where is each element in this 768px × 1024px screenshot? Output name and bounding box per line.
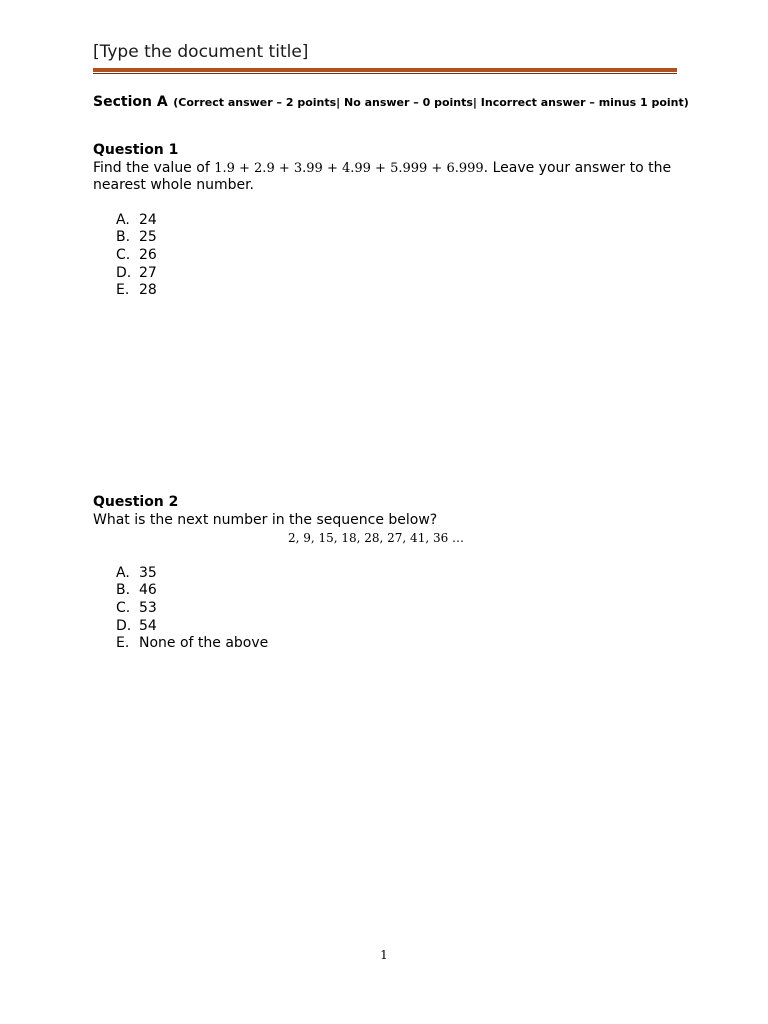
section-label: Section A <box>93 94 168 110</box>
question-2-option-a <box>116 565 683 583</box>
option-letter: D. <box>116 264 132 281</box>
question-2-option-e <box>116 635 683 653</box>
header-rule-thin <box>93 73 677 74</box>
question-1-text-after: . Leave your answer to the nearest whole number. <box>93 159 672 193</box>
option-letter: C. <box>116 246 131 263</box>
option-text: 27 <box>139 264 157 281</box>
option-text: 26 <box>139 246 157 263</box>
question-1 <box>93 142 683 300</box>
question-1-option-d <box>116 265 683 283</box>
section-heading <box>93 91 689 110</box>
option-text: 24 <box>139 211 157 228</box>
question-1-text-before: Find the value of <box>93 159 215 176</box>
page-number: 1 <box>380 948 388 962</box>
option-text: 25 <box>139 229 157 246</box>
question-2 <box>93 494 683 653</box>
question-1-options <box>93 212 683 301</box>
section-scoring-rules: (Correct answer – 2 points| No answer – 0 points| Incorrect answer – minus 1 point) <box>173 96 689 109</box>
option-letter: E. <box>116 635 130 652</box>
question-2-sequence: 2, 9, 15, 18, 28, 27, 41, 36 … <box>287 531 465 545</box>
question-1-option-c <box>116 247 683 265</box>
question-1-option-e <box>116 282 683 300</box>
question-1-option-b <box>116 229 683 247</box>
question-1-option-a <box>116 212 683 230</box>
option-text: 54 <box>139 617 157 634</box>
question-2-option-c <box>116 600 683 618</box>
question-1-expression: 1.9 + 2.9 + 3.99 + 4.99 + 5.999 + 6.999 <box>214 160 484 176</box>
option-text: 53 <box>139 599 157 616</box>
document-title: [Type the document title] <box>93 42 309 62</box>
option-letter: B. <box>116 582 131 599</box>
question-2-heading: Question 2 <box>93 494 179 510</box>
option-letter: B. <box>116 229 131 246</box>
question-2-options <box>93 565 683 654</box>
header-rule-thick <box>93 68 677 72</box>
question-1-text <box>93 160 683 195</box>
question-2-option-b <box>116 582 683 600</box>
option-text: 28 <box>139 282 157 299</box>
option-letter: A. <box>116 564 130 581</box>
question-2-option-d <box>116 618 683 636</box>
option-letter: A. <box>116 211 130 228</box>
option-text: None of the above <box>139 635 269 652</box>
option-text: 35 <box>139 564 157 581</box>
option-letter: C. <box>116 599 131 616</box>
option-text: 46 <box>139 582 157 599</box>
question-1-heading: Question 1 <box>93 142 179 158</box>
option-letter: E. <box>116 282 130 299</box>
question-2-text: What is the next number in the sequence below? <box>93 511 438 528</box>
option-letter: D. <box>116 617 132 634</box>
